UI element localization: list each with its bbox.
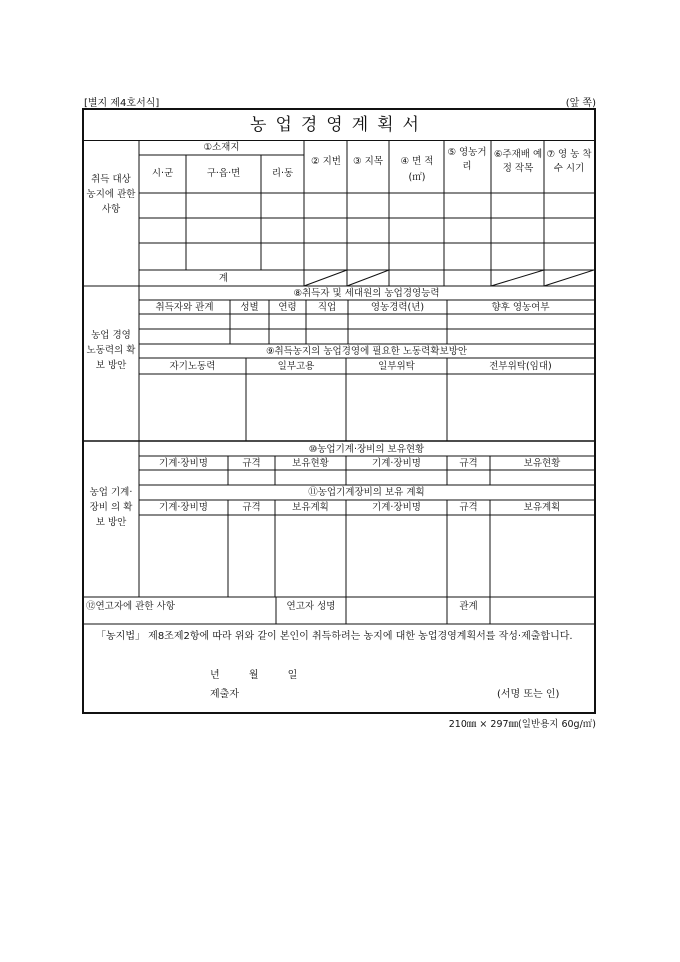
col-occupation: 직업 (317, 302, 337, 313)
form-grid-lines (84, 110, 594, 712)
gu-eup-myeon-header: 구·읍·면 (206, 168, 241, 179)
page-side: (앞 쪽) (565, 98, 596, 109)
lot-number-header: ② 지번 (311, 156, 341, 167)
owned-col-name-2: 기계·장비명 (372, 458, 421, 469)
owned-col-spec-1: 규격 (242, 458, 261, 469)
main-crop-header: ⑥주재배 예정 작목 (493, 149, 543, 174)
signature-label: (서명 또는 인) (497, 689, 560, 700)
owned-col-status-1: 보유현황 (292, 458, 329, 469)
plan-col-name-2: 기계·장비명 (372, 502, 421, 513)
farm-management-plan-form (82, 108, 596, 714)
start-time-header: ⑦ 영 농 착 수 시기 (546, 149, 592, 174)
col-experience: 영농경력(년) (370, 302, 425, 313)
machinery-plan-header: ⑪농업기계장비의 보유 계획 (308, 487, 425, 498)
submitter-label: 제출자 (210, 689, 239, 700)
household-ability-header: ⑧취득자 및 세대원의 농업경영능력 (293, 288, 440, 299)
section2-label: 농업 경영 노동력의 확보 방안 (86, 330, 136, 371)
section3-label: 농업 기계·장비 의 확보 방안 (89, 487, 133, 528)
plan-col-spec-1: 규격 (242, 502, 261, 513)
farming-distance-header: ⑤ 영농거리 (447, 147, 487, 172)
owned-col-status-2: 보유현황 (523, 458, 561, 469)
col-age: 연령 (278, 302, 297, 313)
land-category-header: ③ 지목 (353, 156, 383, 167)
col-sex: 성별 (240, 302, 259, 313)
plan-col-plan-2: 보유계획 (523, 502, 561, 513)
area-header: ④ 면 적 (㎡) (400, 156, 434, 183)
relative-relation-label: 관계 (459, 601, 478, 612)
machinery-owned-header: ⑩농업기계·장비의 보유현황 (308, 444, 425, 455)
plan-col-name-1: 기계·장비명 (159, 502, 208, 513)
owned-col-name-1: 기계·장비명 (159, 458, 208, 469)
total-label: 계 (218, 273, 229, 284)
col-future-farming: 향후 영농여부 (491, 302, 550, 313)
paper-size-note: 210㎜ × 297㎜(일반용지 60g/㎡) (448, 719, 596, 730)
plan-col-plan-1: 보유계획 (292, 502, 329, 513)
declaration-text: 「농지법」 제8조제2항에 따라 위와 같이 본인이 취득하려는 농지에 대한 농업경영계획서를 작성·제출합니다. (96, 631, 573, 642)
labor-plan-header: ⑨취득농지의 농업경영에 필요한 노동력확보방안 (265, 346, 468, 357)
location-header: ①소재지 (203, 142, 240, 153)
plan-col-spec-2: 규격 (459, 502, 478, 513)
form-number: [별지 제4호서식] (84, 98, 160, 109)
ri-dong-header: 리·동 (271, 168, 294, 179)
si-gun-header: 시·군 (151, 168, 174, 179)
col-partial-consign: 일부위탁 (378, 361, 415, 372)
col-self-labor: 자기노동력 (169, 361, 216, 372)
col-relation: 취득자와 관계 (155, 302, 214, 313)
submission-date: 년 월 일 (210, 670, 298, 681)
col-partial-hire: 일부고용 (277, 361, 315, 372)
relative-section-label: ⑫연고자에 관한 사항 (86, 601, 175, 612)
relative-name-label: 연고자 성명 (286, 601, 336, 612)
owned-col-spec-2: 규격 (459, 458, 478, 469)
section1-label: 취득 대상 농지에 관한 사항 (86, 174, 136, 215)
col-full-consign: 전부위탁(임대) (489, 361, 552, 372)
form-title: 농업경영계획서 (84, 110, 594, 141)
